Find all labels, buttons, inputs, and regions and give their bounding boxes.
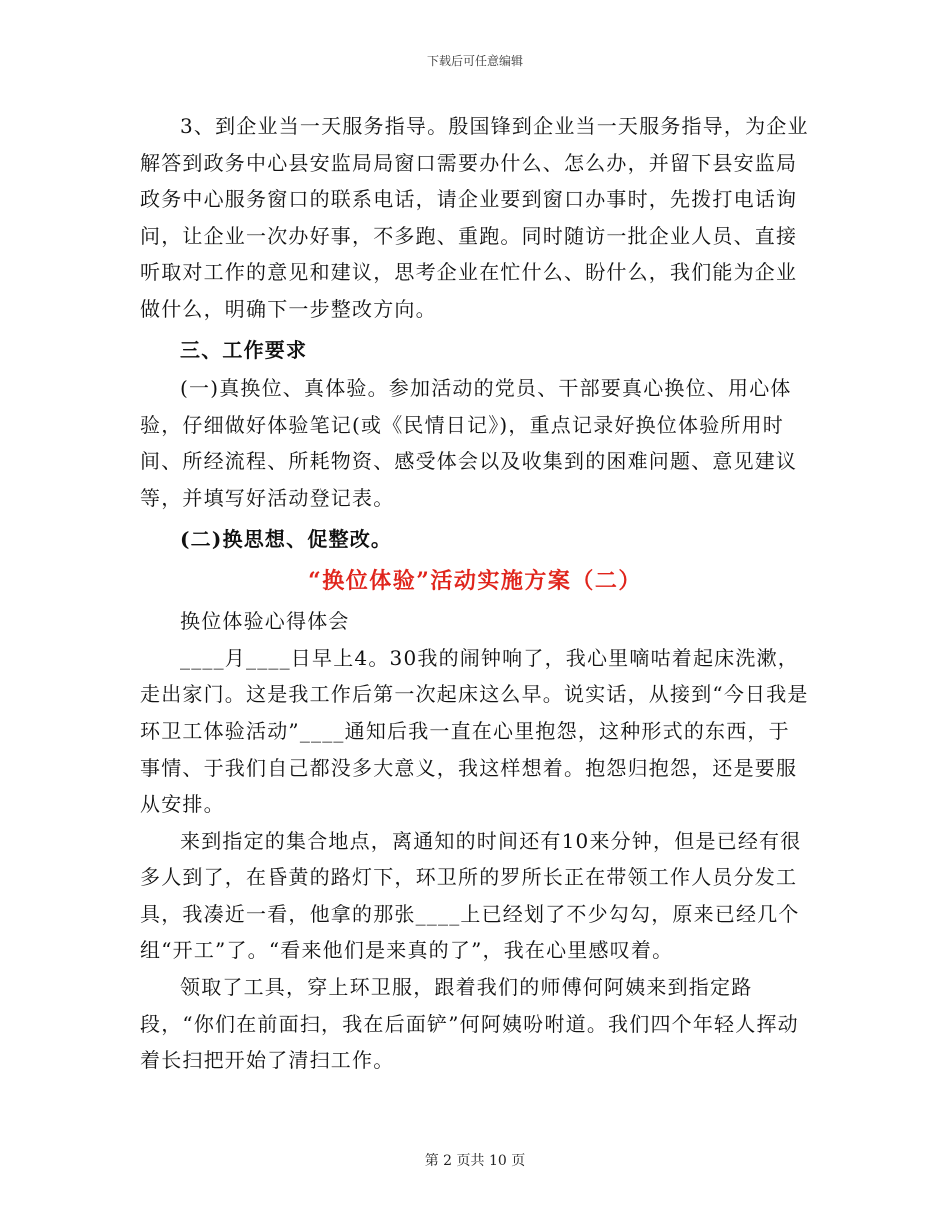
section-heading-work-requirements: 三、工作要求 [180, 337, 308, 362]
paragraph-cleaning: 领取了工具，穿上环卫服，跟着我们的师傅何阿姨来到指定路段，“你们在前面扫，我在后面铲”何阿姨吩咐道。我们四个年轻人挥动着长扫把开始了清扫工作。 [140, 975, 799, 1073]
document-body [140, 108, 810, 1079]
page-header: 下载后可任意编辑 [426, 54, 523, 68]
subheading-requirement-two: (二)换思想、促整改。 [180, 526, 393, 551]
paragraph-service-guidance: 3、到企业当一天服务指导。殷国锋到企业当一天服务指导，为企业解答到政务中心县安监局局窗口需要办什么、怎么办，并留下县安监局政务中心服务窗口的联系电话，请企业要到窗口办事时，先拨打电话询问，让企业一次办好事，不多跑、重跑。同时随访一批企业人员、直接听取对工作的意见和建议，思考企业在忙什么、盼什么，我们能为企业做什么，明确下一步整改方向。 [140, 114, 809, 321]
subtitle-experience: 换位体验心得体会 [180, 609, 350, 634]
document-title: “换位体验”活动实施方案（二） [308, 568, 642, 595]
paragraph-requirement-one: (一)真换位、真体验。参加活动的党员、干部要真心换位、用心体验，仔细做好体验笔记(或《民情日记》)，重点记录好换位体验所用时间、所经流程、所耗物资、感受体会以及收集到的困难问题、意见建议等，并填写好活动登记表。 [140, 376, 798, 510]
paragraph-gathering: 来到指定的集合地点，离通知的时间还有10来分钟，但是已经有很多人到了，在昏黄的路灯下，环卫所的罗所长正在带领工作人员分发工具，我凑近一看，他拿的那张____上已经划了不少勾勾，原来已经几个组“开工”了。“看来他们是来真的了”，我在心里感叹着。 [140, 828, 802, 963]
page-footer: 第 2 页共 10 页 [424, 1153, 526, 1169]
paragraph-morning: ____月____日早上4。30我的闹钟响了，我心里嘀咕着起床洗漱，走出家门。这是我工作后第一次起床这么早。说实话，从接到“今日我是环卫工体验活动”____通知后我一直在心里抱怨，这种形式的东西，于事情、于我们自己都没多大意义，我这样想着。抱怨归抱怨，还是要服从安排。 [140, 645, 809, 817]
